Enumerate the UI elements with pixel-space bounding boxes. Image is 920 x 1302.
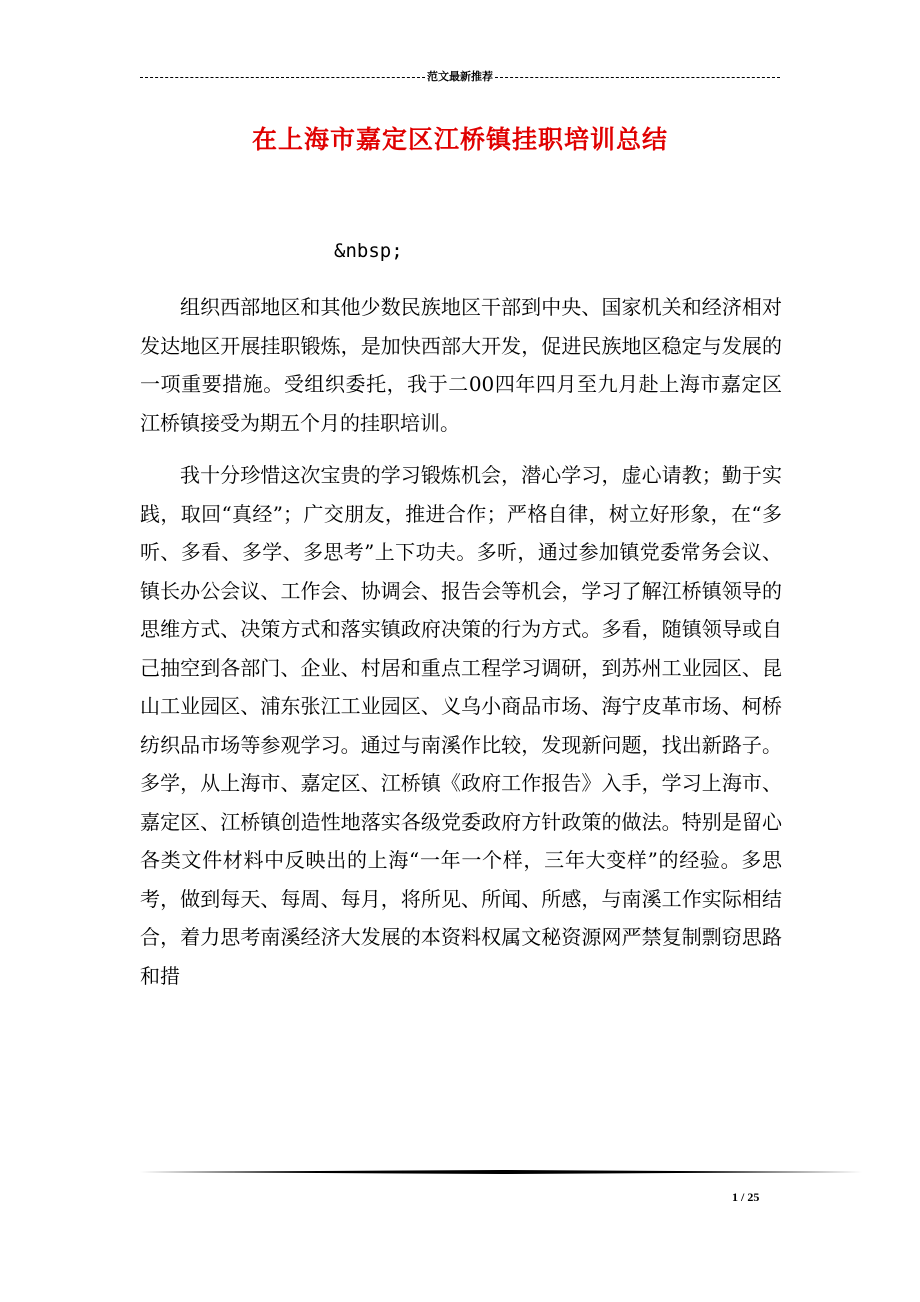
page-number: 1 / 25	[732, 1190, 760, 1204]
page-header	[140, 66, 780, 86]
nbsp-text: &nbsp;	[334, 240, 403, 262]
paragraph-2: 我十分珍惜这次宝贵的学习锻炼机会，潜心学习，虚心请教；勤于实践，取回“真经”；广交朋友，推进合作；严格自律，树立好形象，在“多听、多看、多学、多思考”上下功夫。多听，通过参加镇党委常务会议、镇长办公会议、工作会、协调会、报告会等机会，学习了解江桥镇领导的思维方式、决策方式和落实镇政府决策的行为方式。多看，随镇领导或自己抽空到各部门、企业、村居和重点工程学习调研，到苏州工业园区、昆山工业园区、浦东张江工业园区、义乌小商品市场、海宁皮革市场、柯桥纺织品市场等参观学习。通过与南溪作比较，发现新问题，找出新路子。多学，从上海市、嘉定区、江桥镇《政府工作报告》入手，学习上海市、嘉定区、江桥镇创造性地落实各级党委政府方针政策的做法。特别是留心各类文件材料中反映出的上海“一年一个样，三年大变样”的经验。多思考，做到每天、每周、每月，将所见、所闻、所感，与南溪工作实际相结合，着力思考南溪经济大发展的本资料权属文秘资源网严禁复制剽窃思路和措	[140, 463, 782, 988]
header-dash-left	[140, 77, 425, 78]
header-dash-right	[495, 77, 780, 78]
footer-rule	[140, 1170, 862, 1174]
paragraph-1: 组织西部地区和其他少数民族地区干部到中央、国家机关和经济相对发达地区开展挂职锻炼，是加快西部大开发，促进民族地区稳定与发展的一项重要措施。受组织委托，我于二00四年四月至九月赴上海市嘉定区江桥镇接受为期五个月的挂职培训。	[140, 295, 782, 435]
header-label: 范文最新推荐	[427, 70, 493, 83]
document-title: 在上海市嘉定区江桥镇挂职培训总结	[251, 125, 668, 154]
document-body	[140, 288, 782, 1009]
